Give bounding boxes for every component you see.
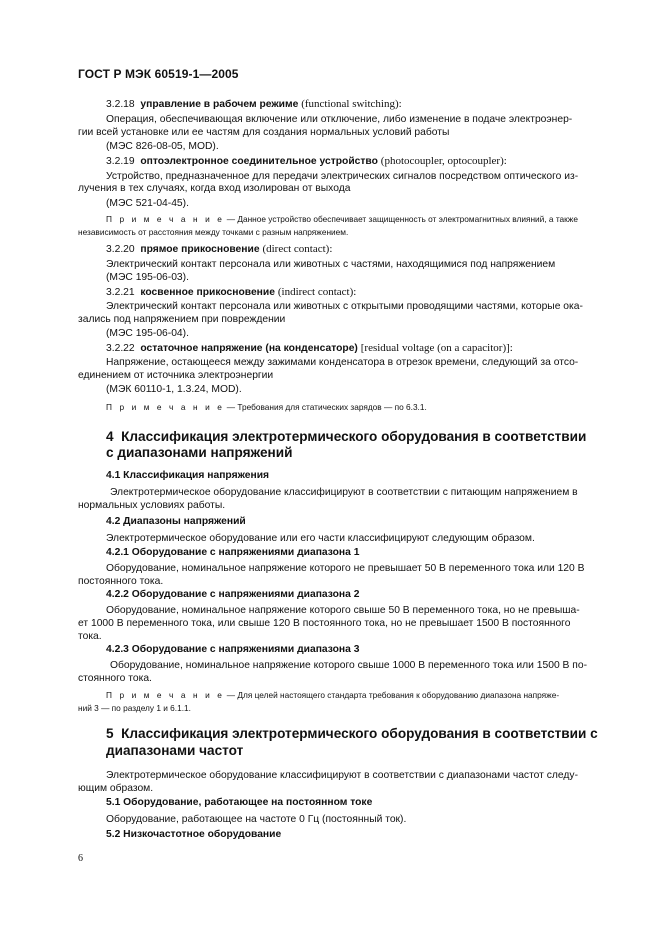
note-text-line: ний 3 — по разделу 1 и 6.1.1. [78,703,191,713]
definition-text-line: Операция, обеспечивающая включение или отключение, либо изменение в подаче электроэнер- [106,114,573,125]
definition-term: управление в рабочем режиме [140,99,299,110]
definition-text-line: Устройство, предназначенное для передачи электрических сигналов посредством оптического из- [106,171,579,182]
subsection-5-2-heading: 5.2 Низкочастотное оборудование [106,829,282,840]
definition-3-2-22-title [106,342,513,355]
subsection-4-1-heading: 4.1 Классификация напряжения [106,470,270,481]
definition-reference: (МЭС 826-08-05, MOD). [106,141,219,152]
definition-reference: (МЭС 195-06-04). [106,328,189,339]
section-5-title [106,725,598,742]
note-3-2-22 [106,401,427,413]
definition-3-2-20-title [106,243,332,256]
definition-number: 3.2.19 [106,156,135,167]
definition-text-line: лучения в тех случаях, когда вход изолирован от выхода [78,183,351,194]
paragraph-line: Оборудование, номинальное напряжение которого свыше 50 В переменного тока, но не превыша- [106,605,580,616]
note-label: П р и м е ч а н и е [106,402,225,412]
definition-english: [residual voltage (on a capacitor)]: [360,342,513,354]
definition-number: 3.2.20 [106,244,135,255]
definition-reference: (МЭС 195-06-03). [106,272,189,283]
definition-english: (indirect contact): [277,286,357,298]
note-text: — Требования для статических зарядов — по 6.3.1. [224,402,427,412]
note-text: — Данное устройство обеспечивает защищенность от электромагнитных влияний, а также [224,214,578,224]
definition-3-2-21-title [106,286,356,299]
definition-english: (photocoupler, optocoupler): [380,155,507,167]
definition-3-2-18-title [106,98,402,111]
definition-text-line: зались под напряжением при повреждении [78,314,286,325]
definition-reference: (МЭС 521-04-45). [106,198,189,209]
definition-3-2-19-title [106,155,507,168]
definition-text-line: Напряжение, остающееся между зажимами конденсатора в отрезок времени, следующий за отсо- [106,357,579,368]
paragraph-line: нормальных условиях работы. [78,500,226,511]
paragraph-line: стоянного тока. [78,673,152,684]
definition-text-line: гии всей установке или ее частям для создания нормальных условий работы [78,127,450,138]
definition-text-line: единением от источника электроэнергии [78,370,274,381]
subsection-4-2-2-heading: 4.2.2 Оборудование с напряжениями диапазона 2 [106,589,360,600]
definition-number: 3.2.18 [106,99,135,110]
paragraph-line: Оборудование, номинальное напряжение которого не превышает 50 В переменного тока или 120 В [106,563,585,574]
section-4-title [106,428,586,445]
definition-term: косвенное прикосновение [140,287,275,298]
definition-term: оптоэлектронное соединительное устройство [140,156,378,167]
definition-number: 3.2.22 [106,343,135,354]
page-number: 6 [78,853,83,864]
note-3-2-19 [106,213,578,225]
note-text-line: независимость от расстояния между точками с разным напряжением. [78,227,349,237]
definition-term: остаточное напряжение (на конденсаторе) [140,343,358,354]
note-label: П р и м е ч а н и е [106,690,225,700]
paragraph-line: Электротермическое оборудование или его части классифицируют следующим образом. [106,533,535,544]
paragraph-line: Электротермическое оборудование классифицируют в соответствии с питающим напряжением в [110,487,578,498]
definition-english: (direct contact): [262,243,333,255]
paragraph-line: ющим образом. [78,783,154,794]
paragraph-line: Оборудование, номинальное напряжение которого свыше 1000 В переменного тока или 1500 В по- [110,660,588,671]
paragraph-line: Оборудование, работающее на частоте 0 Гц (постоянный ток). [106,814,407,825]
section-title-line: с диапазонами напряжений [106,445,293,460]
definition-text-line: Электрический контакт персонала или животных с открытыми проводящими частями, которые ока- [106,301,583,312]
paragraph-line: тока. [78,631,102,642]
paragraph-line: постоянного тока. [78,576,164,587]
paragraph-line: ет 1000 В переменного тока, или свыше 120 В постоянного тока, но не превышает 1500 В постоянного [78,618,571,629]
section-title-line: диапазонами частот [106,743,244,758]
section-title-line: Классификация электротермического оборудования в соответствии с [121,726,598,741]
note-text: — Для целей настоящего стандарта требования к оборудованию диапазона напряже- [224,690,560,700]
definition-term: прямое прикосновение [140,244,260,255]
section-title-line: Классификация электротермического оборудования в соответствии [121,429,587,444]
definition-number: 3.2.21 [106,287,135,298]
note-4-2-3 [106,689,559,701]
definition-text-line: Электрический контакт персонала или животных с частями, находящимися под напряжением [106,259,556,270]
definition-reference: (МЭК 60110-1, 1.3.24, MOD). [106,384,242,395]
definition-english: (functional switching): [301,98,402,110]
subsection-4-2-heading: 4.2 Диапазоны напряжений [106,516,246,527]
section-number: 4 [106,429,114,444]
subsection-4-2-3-heading: 4.2.3 Оборудование с напряжениями диапазона 3 [106,644,360,655]
paragraph-line: Электротермическое оборудование классифицируют в соответствии с диапазонами частот следу- [106,770,578,781]
document-header: ГОСТ Р МЭК 60519-1—2005 [78,67,239,81]
section-number: 5 [106,726,114,741]
note-label: П р и м е ч а н и е [106,214,225,224]
subsection-5-1-heading: 5.1 Оборудование, работающее на постоянном токе [106,797,373,808]
subsection-4-2-1-heading: 4.2.1 Оборудование с напряжениями диапазона 1 [106,547,360,558]
